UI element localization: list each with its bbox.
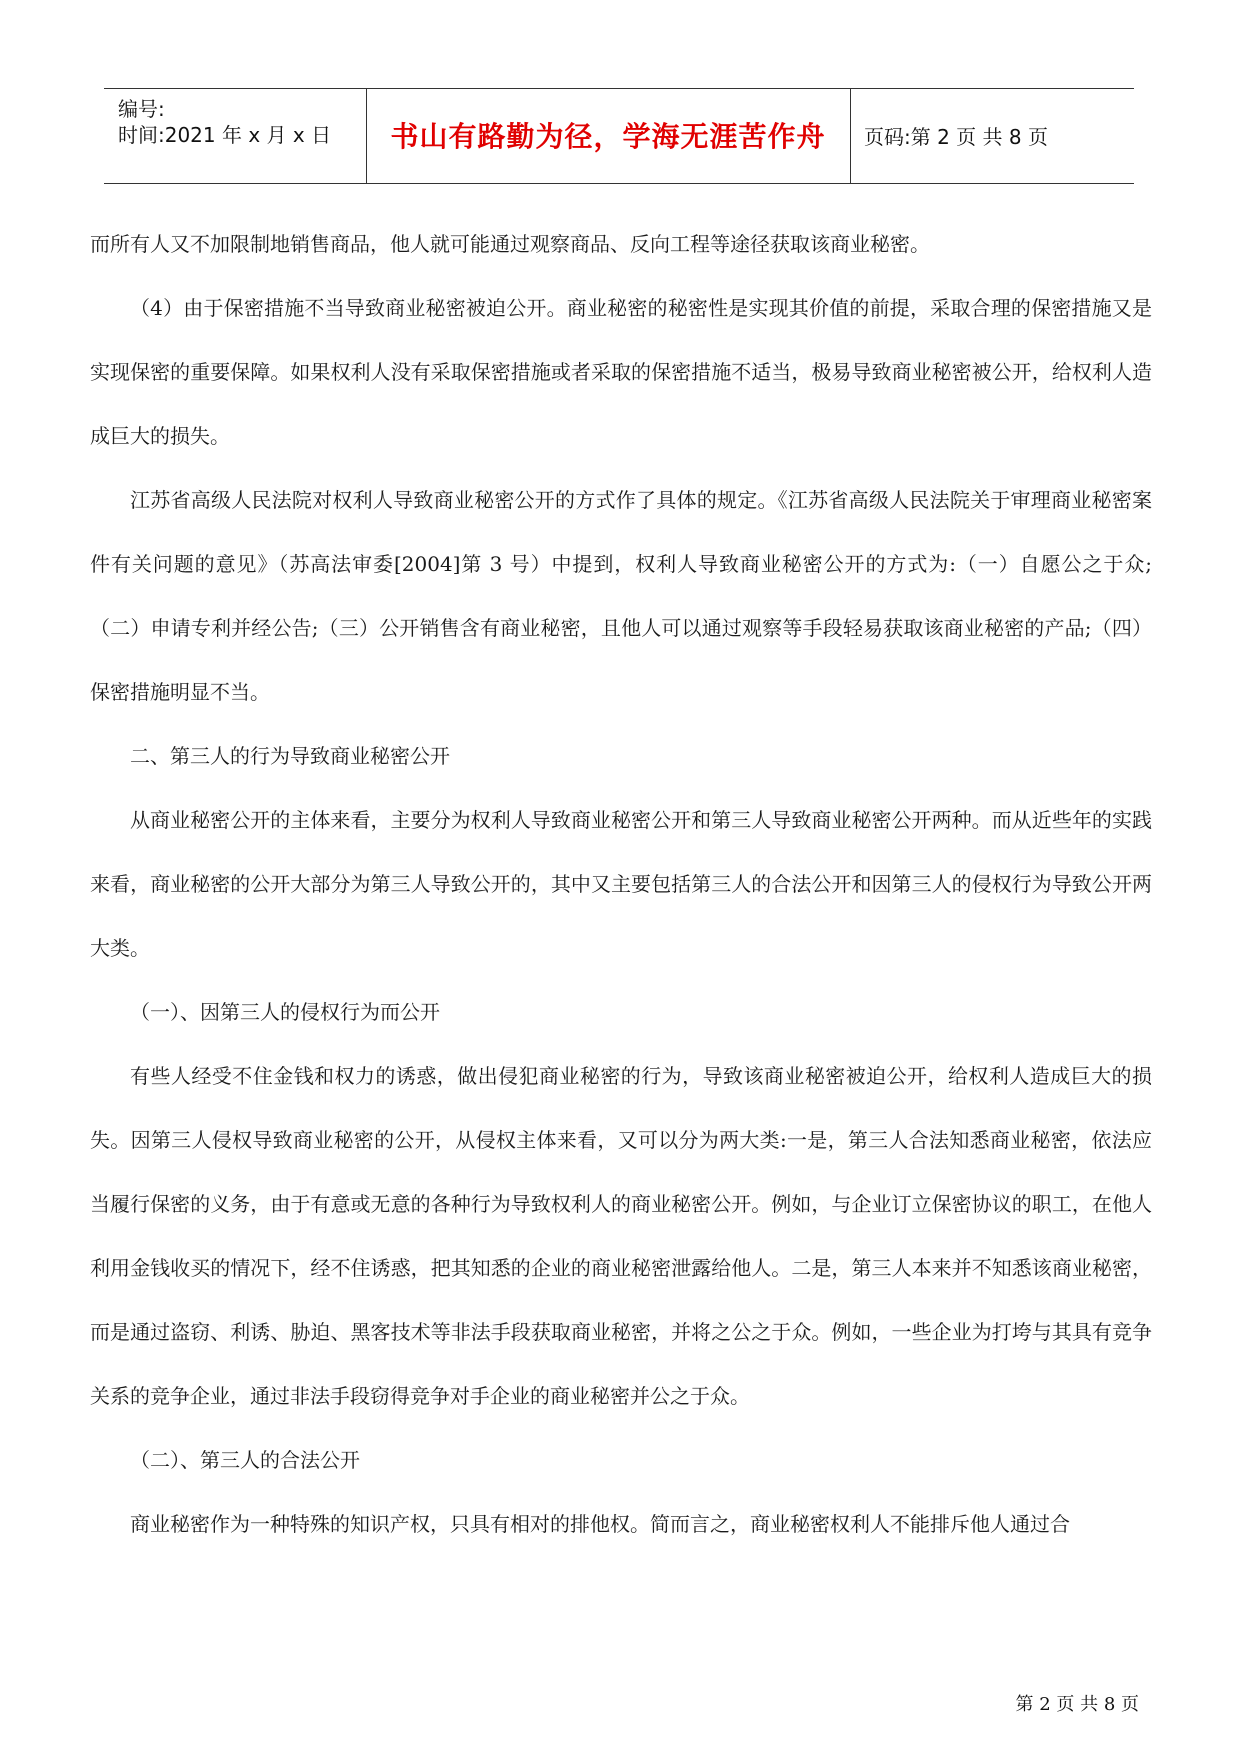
subsection-heading: （二）、第三人的合法公开: [130, 1448, 360, 1472]
document-time-label: 时间:2021 年 x 月 x 日: [118, 123, 332, 147]
paragraph-continued: 而所有人又不加限制地销售商品，他人就可能通过观察商品、反向工程等途径获取该商业秘密。: [90, 232, 930, 256]
paragraph: （4）由于保密措施不当导致商业秘密被迫公开。商业秘密的秘密性是实现其价值的前提，采取合理的保密措施又是实现保密的重要保障。如果权利人没有采取保密措施或者采取的保密措施不适当，极易导致商业秘密被公开，给权利人造成巨大的损失。: [90, 296, 1152, 448]
header-left-cell: [104, 89, 367, 183]
header-middle-cell: [366, 89, 851, 183]
document-number-label: 编号:: [118, 97, 165, 121]
document-header: [104, 88, 1134, 184]
header-page-info: 页码:第 2 页 共 8 页: [864, 125, 1048, 149]
header-motto: 书山有路勤为径，学海无涯苦作舟: [390, 120, 826, 153]
header-right-cell: [850, 89, 1134, 183]
document-body: [90, 212, 1152, 1556]
paragraph: 商业秘密作为一种特殊的知识产权，只具有相对的排他权。简而言之，商业秘密权利人不能排斥他人通过合: [130, 1512, 1070, 1536]
subsection-heading: （一）、因第三人的侵权行为而公开: [130, 1000, 440, 1024]
page-footer: 第 2 页 共 8 页: [1015, 1694, 1139, 1715]
paragraph: 江苏省高级人民法院对权利人导致商业秘密公开的方式作了具体的规定。《江苏省高级人民法院关于审理商业秘密案件有关问题的意见》（苏高法审委[2004]第 3 号）中提到，权利人导致商业秘密公开的方式为:（一）自愿公之于众;（二）申请专利并经公告;（三）公开销售含有商业秘密，且他人可以通过观察等手段轻易获取该商业秘密的产品;（四）保密措施明显不当。: [90, 488, 1152, 704]
paragraph: 从商业秘密公开的主体来看，主要分为权利人导致商业秘密公开和第三人导致商业秘密公开两种。而从近些年的实践来看，商业秘密的公开大部分为第三人导致公开的，其中又主要包括第三人的合法公开和因第三人的侵权行为导致公开两大类。: [90, 808, 1152, 960]
section-heading: 二、第三人的行为导致商业秘密公开: [130, 744, 450, 768]
paragraph: 有些人经受不住金钱和权力的诱惑，做出侵犯商业秘密的行为，导致该商业秘密被迫公开，给权利人造成巨大的损失。因第三人侵权导致商业秘密的公开，从侵权主体来看，又可以分为两大类:一是，第三人合法知悉商业秘密，依法应当履行保密的义务，由于有意或无意的各种行为导致权利人的商业秘密公开。例如，与企业订立保密协议的职工，在他人利用金钱收买的情况下，经不住诱惑，把其知悉的企业的商业秘密泄露给他人。二是，第三人本来并不知悉该商业秘密，而是通过盗窃、利诱、胁迫、黑客技术等非法手段获取商业秘密，并将之公之于众。例如，一些企业为打垮与其具有竞争关系的竞争企业，通过非法手段窃得竞争对手企业的商业秘密并公之于众。: [90, 1064, 1152, 1408]
